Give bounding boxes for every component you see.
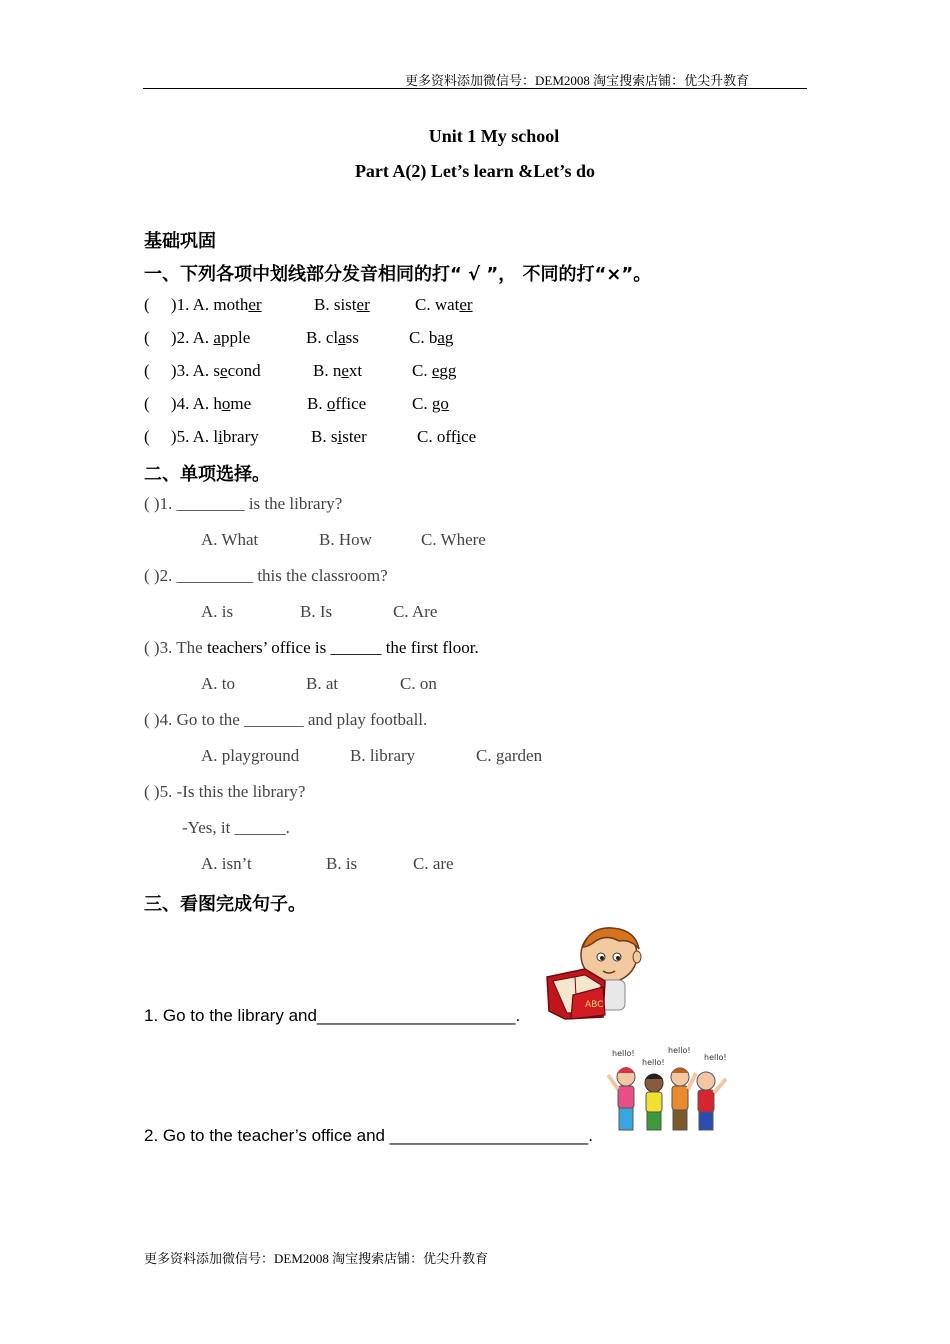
mc-question-2: ( )2. _________ this the classroom? [144, 566, 388, 585]
phonics-option-c [412, 361, 456, 381]
mc-q3-option-b: B. at [306, 674, 339, 693]
word-part: g [444, 328, 454, 347]
word-part: B. s [311, 427, 338, 446]
header-rule [143, 88, 807, 89]
section-1-heading: 一、下列各项中划线部分发音相同的打“ √ ”， 不同的打“×”。 [144, 264, 652, 285]
underlined-sound: e [220, 361, 228, 380]
mc-q5-option-a: A. isn’t [201, 854, 252, 873]
phonics-option-a [213, 361, 260, 380]
phonics-option-b [313, 361, 362, 381]
page-footer: 更多资料添加微信号：DEM2008 淘宝搜索店铺：优尖升教育 [144, 1251, 489, 1266]
phonics-item-number: ( )5. A. library [144, 427, 259, 446]
word-part: cond [227, 361, 261, 380]
section-basic-heading: 基础巩固 [144, 231, 216, 252]
word-part: ss [345, 328, 359, 347]
word-part: ce [461, 427, 477, 446]
phonics-option-a [213, 427, 258, 446]
mc-q4-option-c: C. garden [476, 746, 543, 765]
hello-bubble-4: hello! [704, 1053, 727, 1062]
page-header: 更多资料添加微信号：DEM2008 淘宝搜索店铺：优尖升教育 [405, 73, 750, 88]
phonics-option-a [213, 328, 250, 347]
mc-q1-option-c: C. Where [421, 530, 486, 549]
underlined-sound: i [218, 427, 223, 446]
underlined-sound: o [221, 394, 231, 413]
mc-q4-option-b: B. library [350, 746, 416, 765]
mc-q2-option-a: A. is [201, 602, 234, 621]
word-part: brary [222, 427, 259, 446]
underlined-sound: a [437, 328, 445, 347]
underlined-sound: e [341, 361, 349, 380]
word-part: xt [348, 361, 363, 380]
phonics-option-c [415, 295, 473, 315]
underlined-sound: er [356, 295, 370, 314]
word-part: B. sist [314, 295, 357, 314]
phonics-item-number: ( )2. A. apple [144, 328, 251, 347]
mc-question-3: ( )3. The teachers’ office is ______ the first floor. [144, 638, 479, 657]
underlined-sound: o [326, 394, 336, 413]
phonics-option-b [311, 427, 367, 447]
mc-q5-answer-line: -Yes, it ______. [182, 818, 290, 837]
word-part: l [213, 427, 219, 446]
book-label: ABC [585, 1000, 604, 1010]
phonics-item-number: ( )1. A. mother [144, 295, 262, 314]
underlined-sound: a [213, 328, 221, 347]
phonics-option-c [409, 328, 453, 348]
word-part: C. off [417, 427, 457, 446]
part-title: Part A(2) Let’s learn &Let’s do [354, 161, 596, 181]
mc-q2-option-c: C. Are [393, 602, 438, 621]
mc-question-4: ( )4. Go to the _______ and play football. [144, 710, 428, 729]
hello-bubble-1: hello! [612, 1049, 635, 1058]
word-part: B. n [313, 361, 342, 380]
phonics-option-b [314, 295, 370, 315]
word-part: B. cl [306, 328, 339, 347]
mc-question-1: ( )1. ________ is the library? [144, 494, 343, 513]
word-part: C. wat [415, 295, 460, 314]
mc-q5-option-b: B. is [326, 854, 358, 873]
word-part: ster [342, 427, 367, 446]
phonics-item-number: ( )4. A. home [144, 394, 252, 413]
word-part: s [213, 361, 221, 380]
mc-q3-option-a: A. to [201, 674, 235, 693]
mc-q5-option-c: C. are [413, 854, 454, 873]
boy-reading-illustration [545, 925, 647, 1021]
word-part: ffice [335, 394, 367, 413]
underlined-sound: e [431, 361, 440, 380]
underlined-sound: er [248, 295, 262, 314]
underlined-sound: er [459, 295, 473, 314]
underlined-sound: go [431, 394, 449, 413]
section-2-heading: 二、单项选择。 [144, 464, 270, 485]
phonics-option-b [307, 394, 366, 414]
hello-bubble-2: hello! [642, 1058, 665, 1067]
word-part: C. [412, 361, 432, 380]
underlined-sound: i [456, 427, 462, 446]
section-3-heading: 三、看图完成句子。 [144, 894, 306, 915]
phonics-option-a [213, 295, 261, 314]
underlined-sound: i [337, 427, 343, 446]
word-part: gg [439, 361, 457, 380]
phonics-option-b [306, 328, 359, 348]
phonics-option-c [412, 394, 449, 414]
mc-q4-option-a: A. playground [201, 746, 300, 765]
kids-hello-illustration [602, 1043, 736, 1145]
sentence-2: 2. Go to the teacher’s office and _____________________. [144, 1126, 593, 1145]
word-part: pple [220, 328, 251, 347]
mc-q2-option-b: B. Is [300, 602, 333, 621]
mc-q1-option-b: B. How [319, 530, 372, 549]
unit-title: Unit 1 My school [428, 126, 560, 146]
underlined-sound: a [338, 328, 346, 347]
hello-bubble-3: hello! [668, 1046, 691, 1055]
word-part: moth [213, 295, 249, 314]
word-part: B. [307, 394, 327, 413]
mc-q1-option-a: A. What [201, 530, 259, 549]
mc-question-5: ( )5. -Is this the library? [144, 782, 306, 801]
phonics-option-c [417, 427, 476, 447]
word-part: h [213, 394, 222, 413]
phonics-item-number: ( )3. A. second [144, 361, 261, 380]
sentence-1: 1. Go to the library and_____________________. [144, 1006, 521, 1025]
mc-q3-option-c: C. on [400, 674, 437, 693]
word-part: C. [412, 394, 432, 413]
word-part: me [230, 394, 252, 413]
word-part: C. b [409, 328, 438, 347]
phonics-option-a [213, 394, 251, 413]
